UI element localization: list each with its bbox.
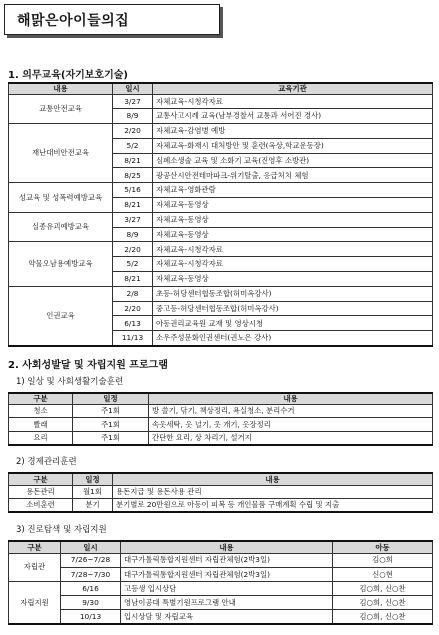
child-cell: 김○희, 신○찬 <box>333 596 433 610</box>
col-header-date: 일시 <box>113 83 153 94</box>
sub1-heading: 1) 일상 및 사회생활기술훈련 <box>16 377 124 387</box>
table-row <box>9 596 433 610</box>
org-cell: 자체교육-감염병 예방 <box>153 124 433 139</box>
org-cell: 중고등-허당센터협동조합(허미옥강사) <box>153 301 433 316</box>
org-cell: 심폐소생술 교육 및 소화기 교육(진영후 소방관) <box>153 153 433 168</box>
table-row <box>9 485 433 499</box>
schedule-cell: 주1회 <box>73 418 149 432</box>
org-cell: 자체교육-시청각자료 <box>153 94 433 109</box>
col-header-schedule: 일정 <box>73 473 113 485</box>
mandatory-education-table <box>8 82 433 347</box>
table-row <box>9 404 433 418</box>
table-row <box>9 567 433 581</box>
date-cell: 8/21 <box>113 198 153 213</box>
org-cell: 자체교육-동영상 <box>153 272 433 287</box>
schedule-cell: 주1회 <box>73 404 149 418</box>
schedule-cell: 월1회 <box>73 485 113 499</box>
date-cell: 2/20 <box>113 124 153 139</box>
org-cell: 자체교육-영화관람 <box>153 183 433 198</box>
content-cell: 대구가톨릭통합지원센터 자립관체험(2박3일) <box>121 553 333 567</box>
content-cell: 속옷세탁, 옷 널기, 옷 개기, 옷장정리 <box>149 418 433 432</box>
table-row <box>9 581 433 595</box>
kind-cell: 소비훈련 <box>9 499 73 513</box>
org-cell: 자체교육-동영상 <box>153 227 433 242</box>
date-cell: 2/8 <box>113 286 153 301</box>
child-cell: 김○희 <box>333 553 433 567</box>
content-cell: 용돈지급 및 용돈사용 관리 <box>113 485 433 499</box>
table-row <box>9 499 433 513</box>
org-cell: 자체교육-화재시 대처방안 및 훈련(옥상,학교운동장) <box>153 138 433 153</box>
date-cell: 5/2 <box>113 257 153 272</box>
category-cell: 자립관 <box>9 553 61 581</box>
date-cell: 6/16 <box>61 581 121 595</box>
date-cell: 8/25 <box>113 168 153 183</box>
date-cell: 5/16 <box>113 183 153 198</box>
content-cell: 분기별로 20만원으로 아동이 피복 등 개인물품 구매계획 수립 및 지출 <box>113 499 433 513</box>
org-cell: 광공산시안전테마파크-위기탈출, 응급처치 체험 <box>153 168 433 183</box>
career-support-table <box>8 540 433 625</box>
category-cell: 실종유괴예방교육 <box>9 212 113 242</box>
content-cell: 고등생 입시상담 <box>121 581 333 595</box>
daily-skills-table <box>8 392 433 446</box>
kind-cell: 요리 <box>9 431 73 445</box>
date-cell: 8/21 <box>113 153 153 168</box>
date-cell: 8/9 <box>113 227 153 242</box>
category-cell: 교통안전교육 <box>9 94 113 124</box>
col-header-content: 내용 <box>113 473 433 485</box>
content-cell: 방 쓸기, 닦기, 책상정리, 욕실청소, 분리수거 <box>149 404 433 418</box>
economic-training-body <box>9 485 433 512</box>
date-cell: 5/2 <box>113 138 153 153</box>
col-header-kind: 구분 <box>9 473 73 485</box>
sub2-heading: 2) 경제관리훈련 <box>16 457 77 467</box>
date-cell: 8/21 <box>113 272 153 287</box>
org-cell: 자체교육-시청각자료 <box>153 242 433 257</box>
category-cell: 인권교육 <box>9 286 113 345</box>
date-cell: 7/26~7/28 <box>61 553 121 567</box>
economic-training-table <box>8 472 433 513</box>
category-cell: 자립지원 <box>9 581 61 624</box>
table-row <box>9 553 433 567</box>
schedule-cell: 주1회 <box>73 431 149 445</box>
col-header-schedule: 일정 <box>73 393 149 404</box>
section2-heading: 2. 사회성발달 및 자립지원 프로그램 <box>8 360 168 371</box>
date-cell: 2/20 <box>113 301 153 316</box>
date-cell: 2/20 <box>113 242 153 257</box>
sub3-heading: 3) 진로탐색 및 자립지원 <box>16 525 107 535</box>
kind-cell: 청소 <box>9 404 73 418</box>
career-support-body <box>9 553 433 624</box>
kind-cell: 용돈관리 <box>9 485 73 499</box>
page-title: 해맑은아이들의집 <box>4 4 220 35</box>
child-cell: 김○희, 신○찬 <box>333 581 433 595</box>
content-cell: 입시상담 및 자립교육 <box>121 610 333 624</box>
section1-heading: 1. 의무교육(자기보호기술) <box>8 70 128 81</box>
col-header-date: 일시 <box>61 541 121 553</box>
col-header-child: 아동 <box>333 541 433 553</box>
table-row <box>9 212 433 227</box>
date-cell: 6/13 <box>113 316 153 331</box>
category-cell: 성교육 및 성폭력예방교육 <box>9 183 113 213</box>
mandatory-education-body <box>9 94 433 346</box>
date-cell: 9/30 <box>61 596 121 610</box>
child-cell: 김○희, 신○찬 <box>333 610 433 624</box>
org-cell: 아동권리교육원 교재 및 영상시청 <box>153 316 433 331</box>
category-cell: 약물오남용예방교육 <box>9 242 113 286</box>
content-cell: 간단한 요리, 상 차리기, 설거지 <box>149 431 433 445</box>
date-cell: 3/27 <box>113 94 153 109</box>
kind-cell: 빨래 <box>9 418 73 432</box>
col-header-kind: 구분 <box>9 393 73 404</box>
table-row <box>9 94 433 109</box>
table-row <box>9 418 433 432</box>
org-cell: 자체교육-시청각자료 <box>153 257 433 272</box>
col-header-content: 내용 <box>149 393 433 404</box>
table-row <box>9 124 433 139</box>
org-cell: 자체교육-동영상 <box>153 212 433 227</box>
org-cell: 자체교육-동영상 <box>153 198 433 213</box>
child-cell: 신○현 <box>333 567 433 581</box>
date-cell: 8/9 <box>113 109 153 124</box>
date-cell: 11/13 <box>113 331 153 346</box>
daily-skills-body <box>9 404 433 445</box>
date-cell: 7/28~7/30 <box>61 567 121 581</box>
col-header-kind: 구분 <box>9 541 61 553</box>
content-cell: 대구가톨릭통합지원센터 자립관체험(2박3일) <box>121 567 333 581</box>
col-header-content: 내용 <box>9 83 113 94</box>
date-cell: 3/27 <box>113 212 153 227</box>
date-cell: 10/13 <box>61 610 121 624</box>
col-header-content: 내용 <box>121 541 333 553</box>
table-row <box>9 242 433 257</box>
content-cell: 영남이공대 특별기원프로그램 안내 <box>121 596 333 610</box>
table-row <box>9 610 433 624</box>
table-row <box>9 183 433 198</box>
org-cell: 교통사고시례 교육(남부경찰서 교통과 서어진 경사) <box>153 109 433 124</box>
org-cell: 소우주성문화인권센터(권노은 강사) <box>153 331 433 346</box>
col-header-org: 교육기관 <box>153 83 433 94</box>
org-cell: 초등-허당센터협동조합(허미옥강사) <box>153 286 433 301</box>
schedule-cell: 분기 <box>73 499 113 513</box>
table-row <box>9 431 433 445</box>
category-cell: 재난대비안전교육 <box>9 124 113 183</box>
table-row <box>9 286 433 301</box>
